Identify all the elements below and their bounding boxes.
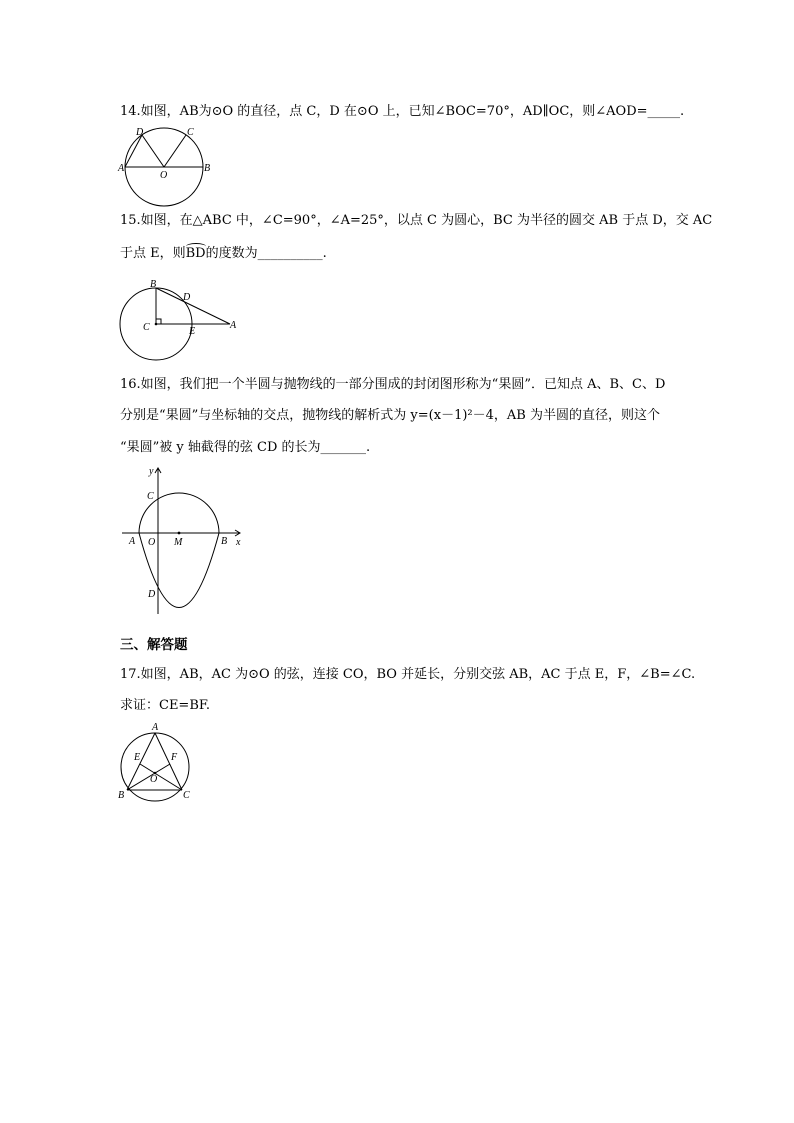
q17-line2: 求证：CE=BF. — [120, 698, 211, 713]
q16-label-d: D — [148, 589, 156, 600]
q17-label-b: B — [118, 790, 125, 801]
q17-label-e: E — [134, 752, 141, 763]
q15-line2 — [120, 246, 327, 262]
q15-line1: 15.如图，在△ABC 中，∠C=90°，∠A=25°，以点 C 为圆心，BC 为半径的圆交 AB 于点 D，交 AC — [120, 213, 713, 228]
q17-label-a: A — [152, 722, 159, 733]
q15-line2-post: 的度数为__________. — [205, 246, 327, 261]
q16-label-a: A — [129, 536, 136, 547]
q16-label-x: x — [236, 537, 241, 548]
q17-label-o: O — [150, 774, 158, 785]
q16-label-c: C — [147, 491, 154, 502]
q15-line2-pre: 于点 E，则 — [120, 246, 186, 261]
q16-label-b: B — [221, 536, 228, 547]
q14-label-c: C — [187, 127, 194, 138]
q14-figure — [118, 126, 213, 184]
q16-label-m: M — [174, 537, 183, 548]
q16-line3: “果圆”被 y 轴截得的弦 CD 的长为_______. — [120, 440, 371, 455]
q15-label-d: D — [183, 292, 191, 303]
q17-line1: 17.如图，AB，AC 为⊙O 的弦，连接 CO，BO 并延长，分别交弦 AB，AC 于点 E，F，∠B=∠C. — [120, 667, 696, 682]
q14-label-o: O — [160, 170, 168, 181]
q14-label-b: B — [204, 163, 211, 174]
q16-line2: 分别是“果圆”与坐标轴的交点，抛物线的解析式为 y=(x－1)²－4，AB 为半圆的直径，则这个 — [120, 408, 660, 423]
q15-label-c: C — [143, 322, 150, 333]
q14-text: 14.如图，AB为⊙O 的直径，点 C，D 在⊙O 上，已知∠BOC=70°，AD∥OC，则∠AOD=_____. — [120, 104, 685, 119]
q14-label-a: A — [118, 163, 125, 174]
section-heading: 三、解答题 — [120, 637, 188, 653]
q15-label-a: A — [230, 320, 237, 331]
q15-label-b: B — [150, 279, 157, 290]
q16-label-o: O — [148, 537, 156, 548]
q14-label-d: D — [136, 127, 144, 138]
q15-label-e: E — [189, 326, 196, 337]
q17-label-f: F — [171, 752, 178, 763]
q15-figure — [116, 276, 241, 361]
q17-figure — [116, 720, 196, 804]
q16-line1: 16.如图，我们把一个半圆与抛物线的一部分围成的封闭图形称为“果圆”．已知点 A、B、C、D — [120, 377, 666, 392]
q17-label-c: C — [183, 790, 190, 801]
q15-arc-bd: BD — [185, 246, 206, 261]
q16-figure — [118, 464, 248, 616]
q16-label-y: y — [149, 466, 154, 477]
